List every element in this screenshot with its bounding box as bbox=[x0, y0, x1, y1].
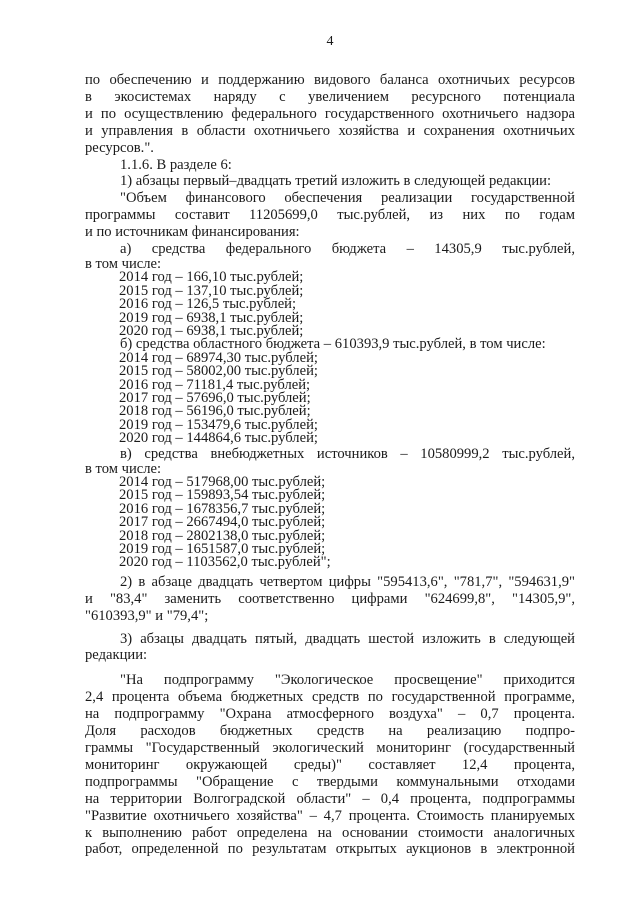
list-item: 2019 год – 6938,1 тыс.рублей; bbox=[119, 309, 304, 326]
section-heading: 1.1.6. В разделе 6: bbox=[120, 156, 232, 173]
item3-paragraph bbox=[85, 631, 575, 665]
text-line: граммы "Государственный экологический мониторинг (государственный bbox=[85, 739, 575, 756]
list-item: 2015 год – 137,10 тыс.рублей; bbox=[119, 282, 304, 299]
regional-budget-block bbox=[85, 338, 575, 445]
text-line: на подпрограмму "Охрана атмосферного воздуха" – 0,7 процента. bbox=[85, 706, 575, 723]
list-item: 2016 год – 71181,4 тыс.рублей; bbox=[119, 376, 311, 393]
text-line: к выполнению работ определена на основании стоимости аналогичных bbox=[85, 824, 575, 841]
federal-budget-block bbox=[85, 241, 575, 338]
text-line: и "83,4" заменить соответственно цифрами "624699,8", "14305,9", bbox=[85, 590, 575, 607]
list-item: 2020 год – 6938,1 тыс.рублей; bbox=[119, 323, 304, 339]
text-line: и по источникам финансирования: bbox=[85, 224, 300, 241]
item2-paragraph bbox=[85, 574, 575, 625]
list-item: 2015 год – 159893,54 тыс.рублей; bbox=[119, 487, 326, 504]
text-line: б) средства областного бюджета – 610393,9 тыс.рублей, в том числе: bbox=[120, 336, 546, 353]
federal-year-list bbox=[85, 271, 575, 338]
text-line: программы составит 11205699,0 тыс.рублей, из них по годам bbox=[85, 207, 575, 224]
extra-year-list bbox=[85, 473, 575, 571]
list-item: 2014 год – 68974,30 тыс.рублей; bbox=[119, 349, 318, 366]
text-line: в) средства внебюджетных источников – 10580999,2 тыс.рублей, bbox=[120, 445, 575, 462]
text-line: ресурсов.". bbox=[85, 139, 154, 156]
list-item: 2014 год – 517968,00 тыс.рублей; bbox=[119, 473, 326, 490]
document-body bbox=[85, 72, 575, 858]
list-item: 2018 год – 2802138,0 тыс.рублей; bbox=[119, 527, 326, 544]
list-item: 2014 год – 166,10 тыс.рублей; bbox=[119, 269, 304, 286]
text-line: Доля расходов бюджетных средств на реализацию подпро- bbox=[85, 723, 575, 740]
text-line: на территории Волгоградской области" – 0,4 процента, подпрограммы bbox=[85, 790, 575, 807]
text-line: в том числе: bbox=[85, 460, 162, 477]
total-financing-paragraph bbox=[85, 190, 575, 241]
text-line: "Объем финансового обеспечения реализации государственной bbox=[120, 190, 575, 207]
list-item: 2020 год – 144864,6 тыс.рублей; bbox=[119, 430, 318, 447]
text-line: а) средства федерального бюджета – 14305,9 тыс.рублей, bbox=[120, 241, 575, 258]
text-line: в том числе: bbox=[85, 255, 162, 272]
list-item: 2017 год – 57696,0 тыс.рублей; bbox=[119, 390, 311, 407]
text-line: и управления в области охотничьего хозяйства и сохранения охотничьих bbox=[85, 122, 575, 139]
text-line: "На подпрограмму "Экологическое просвещение" приходится bbox=[120, 672, 575, 689]
text-line: работ, определенной по результатам открытых аукционов в электронной bbox=[85, 841, 575, 858]
text-line: "610393,9" и "79,4"; bbox=[85, 607, 209, 624]
item1-intro: 1) абзацы первый–двадцать третий изложить в следующей редакции: bbox=[120, 173, 551, 190]
text-line: "Развитие охотничьего хозяйства" – 4,7 процента. Стоимость планируемых bbox=[85, 807, 575, 824]
list-item: 2019 год – 153479,6 тыс.рублей; bbox=[119, 416, 318, 433]
page-number: 4 bbox=[326, 34, 334, 49]
regional-year-list bbox=[85, 349, 575, 447]
text-line: 2,4 процента объема бюджетных средств по государственной программе, bbox=[85, 689, 575, 706]
list-item: 2018 год – 56196,0 тыс.рублей; bbox=[119, 403, 311, 420]
subprograms-paragraph bbox=[85, 672, 575, 858]
list-item: 2016 год – 1678356,7 тыс.рублей; bbox=[119, 500, 326, 517]
extra-budgetary-block bbox=[85, 446, 575, 570]
text-line: по обеспечению и поддержанию видового баланса охотничьих ресурсов bbox=[85, 72, 575, 88]
list-item: 2015 год – 58002,00 тыс.рублей; bbox=[119, 363, 318, 380]
text-line: редакции: bbox=[85, 647, 148, 664]
text-line: и по осуществлению федерального государственного охотничьего надзора bbox=[85, 105, 575, 122]
text-line: в экосистемах наряду с увеличением ресурсного потенциала bbox=[85, 88, 575, 105]
list-item: 2020 год – 1103562,0 тыс.рублей"; bbox=[119, 554, 331, 571]
text-line: подпрограммы "Обращение с твердыми коммунальными отходами bbox=[85, 773, 575, 790]
text-line: 3) абзацы двадцать пятый, двадцать шестой изложить в следующей bbox=[120, 630, 575, 647]
list-item: 2016 год – 126,5 тыс.рублей; bbox=[119, 296, 297, 313]
text-line: 2) в абзаце двадцать четвертом цифры "595413,6", "781,7", "594631,9" bbox=[120, 573, 575, 590]
list-item: 2019 год – 1651587,0 тыс.рублей; bbox=[119, 541, 326, 557]
list-item: 2017 год – 2667494,0 тыс.рублей; bbox=[119, 514, 326, 531]
text-line: мониторинг окружающей среды)" составляет 12,4 процента, bbox=[85, 756, 575, 773]
intro-paragraph bbox=[85, 72, 575, 157]
